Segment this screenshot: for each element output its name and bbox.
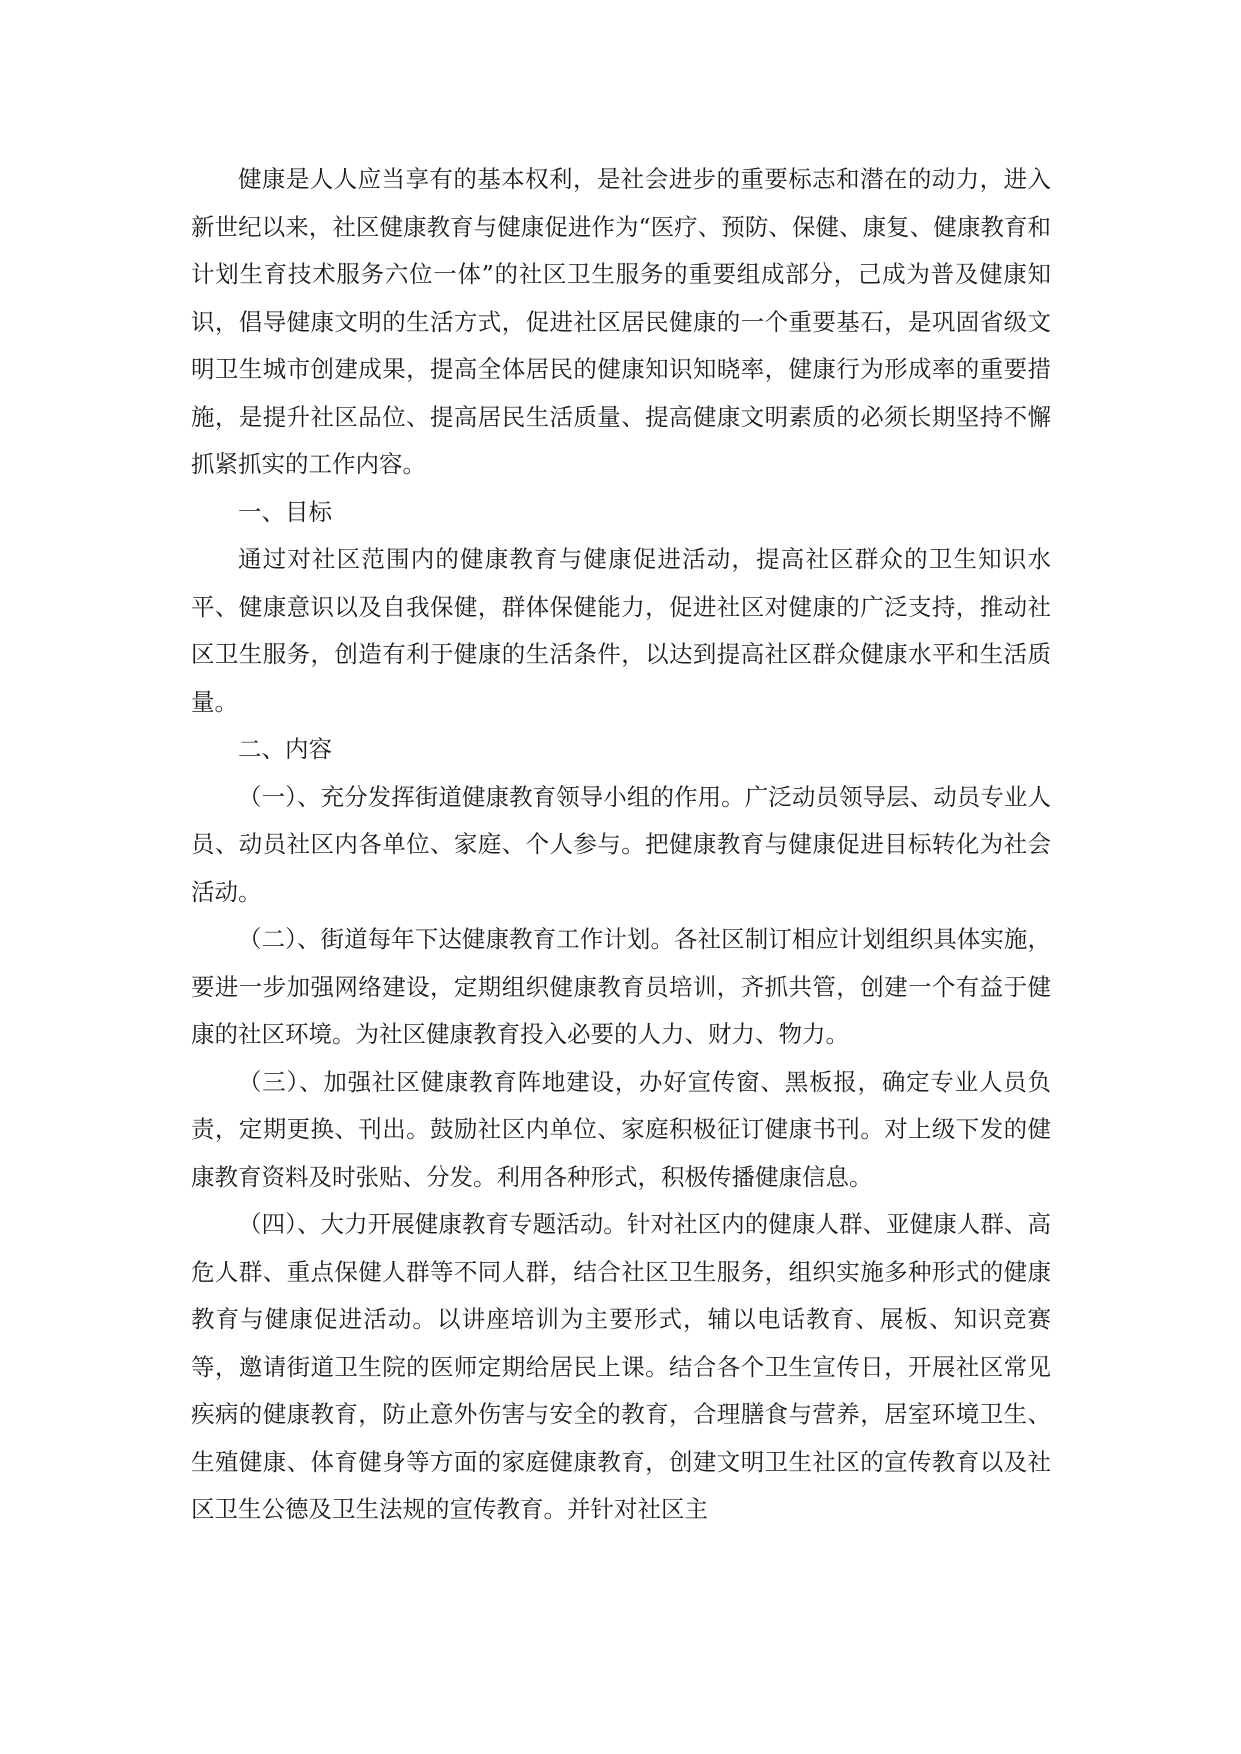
- intro-paragraph: 健康是人人应当享有的基本权利，是社会进步的重要标志和潜在的动力，进入新世纪以来，社区健康教育与健康促进作为“医疗、预防、保健、康复、健康教育和计划生育技术服务六位一体”的社区卫生服务的重要组成部分，己成为普及健康知识，倡导健康文明的生活方式，促进社区居民健康的一个重要基石，是巩固省级文明卫生城市创建成果，提高全体居民的健康知识知晓率，健康行为形成率的重要措施，是提升社区品位、提高居民生活质量、提高健康文明素质的必须长期坚持不懈抓紧抓实的工作内容。: [191, 165, 1051, 478]
- section-heading-content: 二、内容: [238, 735, 332, 763]
- content-item-2: （二）、街道每年下达健康教育工作计划。各社区制订相应计划组织具体实施，要进一步加强网络建设，定期组织健康教育员培训，齐抓共管，创建一个有益于健康的社区环境。为社区健康教育投入必要的人力、财力、物力。: [191, 925, 1051, 1048]
- goal-paragraph: 通过对社区范围内的健康教育与健康促进活动，提高社区群众的卫生知识水平、健康意识以及自我保健，群体保健能力，促进社区对健康的广泛支持，推动社区卫生服务，创造有利于健康的生活条件，以达到提高社区群众健康水平和生活质量。: [191, 545, 1051, 716]
- content-item-4: （四）、大力开展健康教育专题活动。针对社区内的健康人群、亚健康人群、高危人群、重点保健人群等不同人群，结合社区卫生服务，组织实施多种形式的健康教育与健康促进活动。以讲座培训为主要形式，辅以电话教育、展板、知识竞赛等，邀请街道卫生院的医师定期给居民上课。结合各个卫生宣传日，开展社区常见疾病的健康教育，防止意外伤害与安全的教育，合理膳食与营养，居室环境卫生、生殖健康、体育健身等方面的家庭健康教育，创建文明卫生社区的宣传教育以及社区卫生公德及卫生法规的宣传教育。并针对社区主: [191, 1210, 1051, 1523]
- content-item-1: （一）、充分发挥街道健康教育领导小组的作用。广泛动员领导层、动员专业人员、动员社区内各单位、家庭、个人参与。把健康教育与健康促进目标转化为社会活动。: [191, 782, 1051, 906]
- section-heading-goal: 一、目标: [238, 497, 332, 526]
- content-item-3: （三）、加强社区健康教育阵地建设，办好宣传窗、黑板报，确定专业人员负责，定期更换、刊出。鼓励社区内单位、家庭积极征订健康书刊。对上级下发的健康教育资料及时张贴、分发。利用各种形式，积极传播健康信息。: [191, 1067, 1051, 1191]
- document-body: [191, 156, 1051, 1534]
